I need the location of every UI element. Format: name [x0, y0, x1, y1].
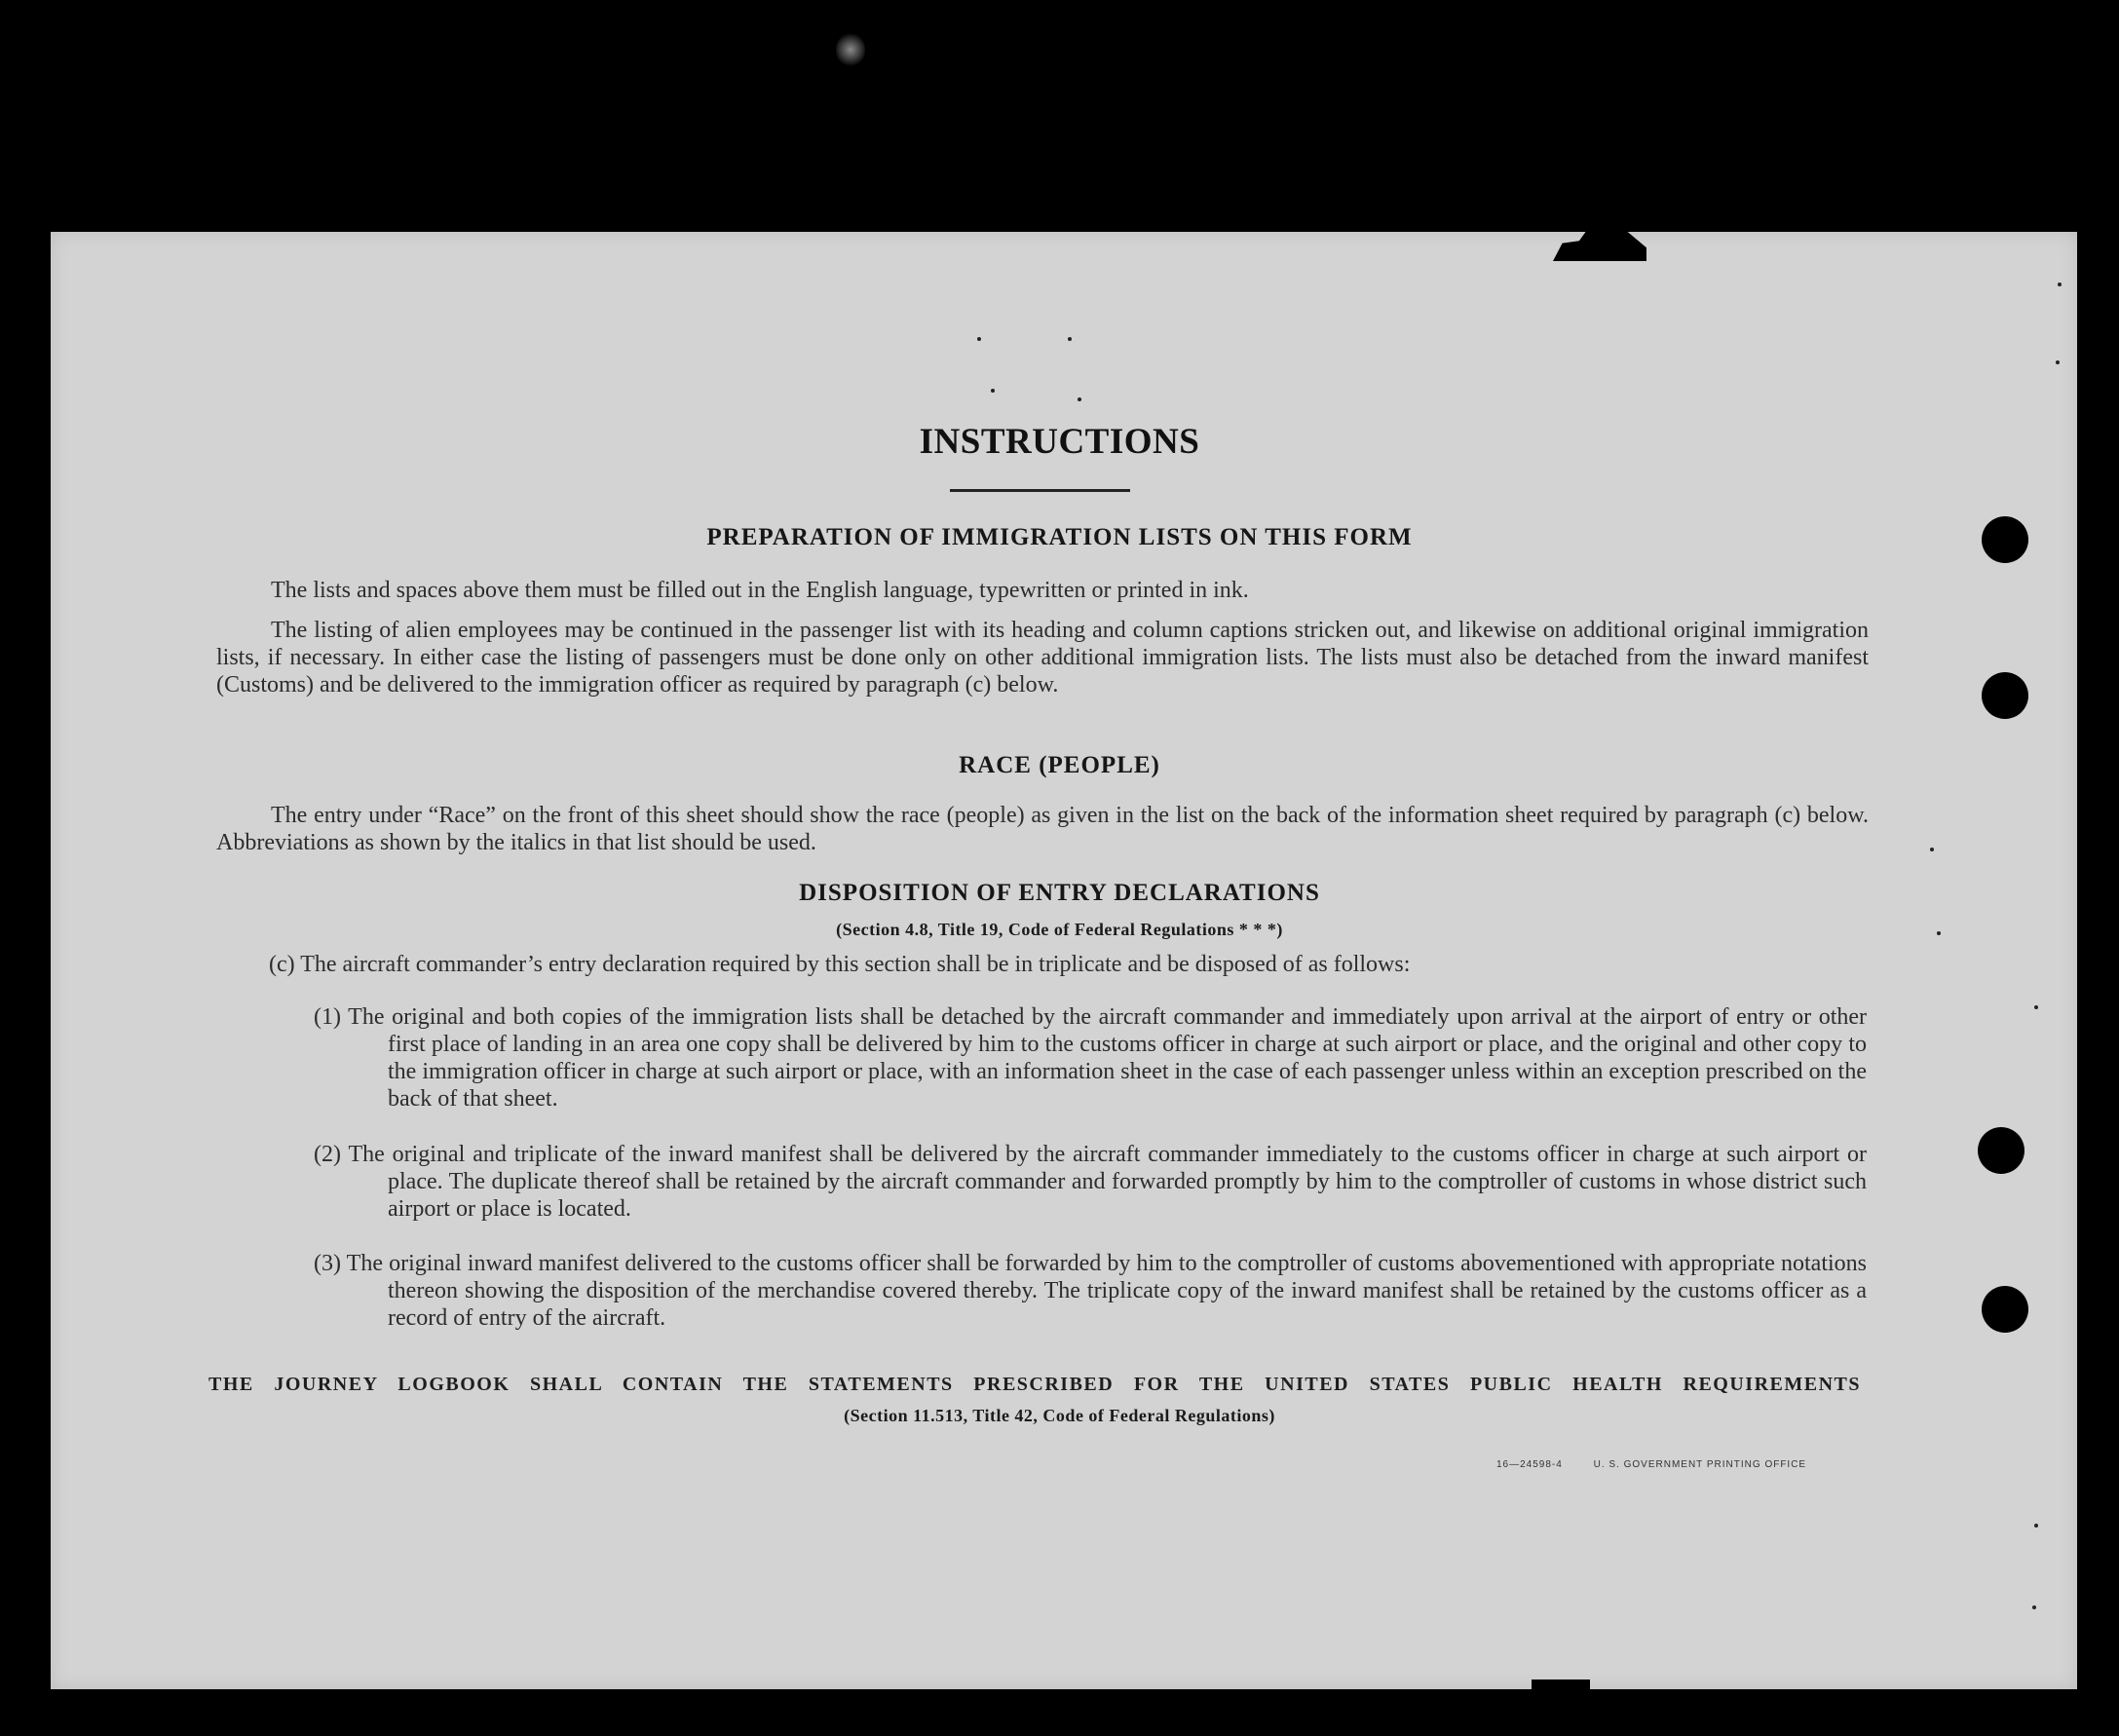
section-heading-race: RACE (PEOPLE) — [959, 752, 1160, 778]
list-item-2: (2) The original and triplicate of the inward manifest shall be delivered by the aircraft commander immediately to the customs officer in charge at such airport or place. The duplicate thereof shall be retained by the aircraft commander and forwarded promptly by him to the comptroller of customs in whose district such airport or place is located. — [314, 1142, 1867, 1222]
section-heading-disposition: DISPOSITION OF ENTRY DECLARATIONS — [799, 880, 1320, 906]
list-item-1: (1) The original and both copies of the immigration lists shall be detached by the aircraft commander and immediately upon arrival at the airport of entry or other first place of landing in an area one copy shall be delivered by him to the customs officer in charge at such airport or place, and the original and other copy to the immigration officer in charge at such airport or place, with an information sheet in the case of each passenger unless within an exception prescribed on the back of that sheet. — [314, 1004, 1867, 1112]
paragraph-language: The lists and spaces above them must be filled out in the English language, typewritten or printed in ink. — [271, 578, 1249, 603]
document-title: INSTRUCTIONS — [919, 422, 1200, 462]
form-number: 16—24598-4 — [1496, 1459, 1563, 1470]
title-underline — [950, 489, 1130, 492]
printer-imprint — [1496, 1459, 1834, 1470]
paragraph-intro-c: (c) The aircraft commander’s entry declaration required by this section shall be in triplicate and be disposed of as follows: — [269, 952, 1411, 977]
list-item-3: (3) The original inward manifest delivered to the customs officer shall be forwarded by him to the comptroller of customs abovementioned with appropriate notations thereon showing the disposition of the merchandise covered thereby. The triplicate copy of the inward manifest shall be retained by the customs officer as a record of entry of the aircraft. — [314, 1251, 1867, 1331]
section-heading-preparation: PREPARATION OF IMMIGRATION LISTS ON THIS FORM — [706, 524, 1413, 550]
paragraph-alien-employees: The listing of alien employees may be continued in the passenger list with its heading and column captions stricken out, and likewise on additional original immigration lists, if necessary. In either case the listing of passengers must be done only on other additional immigration lists. The lists must also be detached from the inward manifest (Customs) and be delivered to the immigration officer as required by paragraph (c) below. — [216, 618, 1869, 698]
section-citation: (Section 4.8, Title 19, Code of Federal Regulations * * *) — [836, 920, 1283, 939]
paragraph-race: The entry under “Race” on the front of this sheet should show the race (people) as given in the list on the back of the information sheet required by paragraph (c) below. Abbreviations as shown by the italics in that list should be used. — [216, 803, 1869, 855]
footer-citation: (Section 11.513, Title 42, Code of Federal Regulations) — [844, 1406, 1275, 1425]
printing-office: U. S. GOVERNMENT PRINTING OFFICE — [1593, 1459, 1807, 1470]
footer-public-health: THE JOURNEY LOGBOOK SHALL CONTAIN THE STATEMENTS PRESCRIBED FOR THE UNITED STATES PUBLIC HEALTH REQUIREMENTS — [208, 1374, 1861, 1395]
